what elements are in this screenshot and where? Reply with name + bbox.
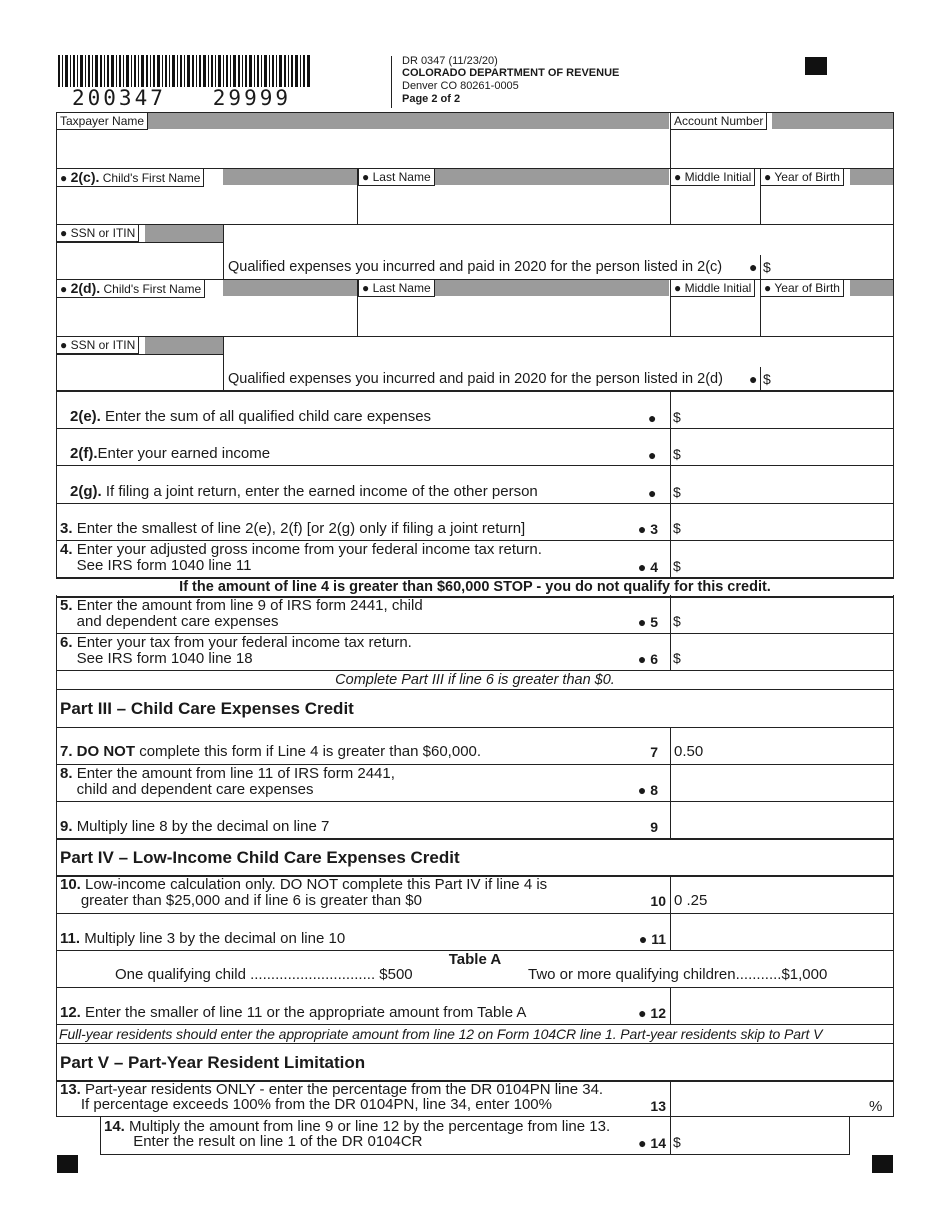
line-2e-label: 2(e). Enter the sum of all qualified child care expenses — [70, 408, 432, 425]
line-4-label: 4. Enter your adjusted gross income from your federal income tax return. See IRS form 1040 line 11 — [60, 541, 542, 574]
child-d-last-name-input[interactable] — [359, 297, 669, 335]
line-3-label: 3. Enter the smallest of line 2(e), 2(f) [or 2(g) only if filing a joint return] — [60, 520, 526, 537]
line-2f-input[interactable] — [684, 431, 892, 464]
registration-mark-top — [805, 57, 827, 75]
taxpayer-name-label: Taxpayer Name — [56, 112, 148, 130]
line-7-value: 0.50 — [674, 743, 704, 760]
line-13-input[interactable] — [672, 1083, 862, 1115]
child-d-last-name-label: ● Last Name — [358, 279, 435, 297]
line-9-label: 9. Multiply line 8 by the decimal on line 7 — [60, 818, 330, 835]
line-10-value: 0 .25 — [674, 892, 708, 909]
line-4-dollar: $ — [673, 558, 681, 574]
child-d-dollar-sign: $ — [763, 371, 771, 387]
line-6-dollar: $ — [673, 650, 681, 666]
line-13-label: 13. Part-year residents ONLY - enter the percentage from the DR 0104PN line 34. If percentage exceeds 100% from the DR 0104PN, line 34, enter 100% — [60, 1081, 604, 1113]
line-10-label: 10. Low-income calculation only. DO NOT complete this Part IV if line 4 is greater than $25,000 and if line 6 is greater than $0 — [60, 876, 548, 909]
child-c-middle-initial-input[interactable] — [672, 186, 759, 223]
part5-title: Part V – Part-Year Resident Limitation — [60, 1053, 366, 1072]
child-c-bullet: ● — [749, 259, 758, 275]
child-c-last-name-input[interactable] — [359, 186, 669, 223]
line-5-dollar: $ — [673, 613, 681, 629]
child-d-first-name-label: ● 2(d). Child's First Name — [56, 279, 205, 298]
part3-title: Part III – Child Care Expenses Credit — [60, 699, 354, 718]
line-2f-dollar: $ — [673, 446, 681, 462]
line-6-input[interactable] — [684, 636, 892, 669]
child-c-year-of-birth-input[interactable] — [762, 186, 892, 223]
account-number-input[interactable] — [672, 130, 892, 167]
line-12-input[interactable] — [672, 990, 892, 1023]
child-c-ssn-input[interactable] — [58, 244, 222, 278]
complete-part3-note: Complete Part III if line 6 is greater than $0. — [335, 672, 615, 688]
line-5-input[interactable] — [684, 599, 892, 632]
child-d-middle-initial-input[interactable] — [672, 297, 759, 335]
line-8-number: ● 8 — [637, 782, 658, 798]
line-3-number: ● 3 — [637, 521, 658, 537]
child-c-first-name-input[interactable] — [58, 186, 356, 223]
line-2g-input[interactable] — [684, 469, 892, 502]
child-d-year-of-birth-input[interactable] — [762, 297, 892, 335]
taxpayer-name-input[interactable] — [58, 130, 668, 167]
child-d-qualified-expenses-label: Qualified expenses you incurred and paid in 2020 for the person listed in 2(d) — [228, 371, 723, 387]
child-d-first-name-input[interactable] — [58, 297, 356, 335]
line-7-number: 7 — [650, 744, 658, 760]
registration-mark-bottom-right — [872, 1155, 893, 1173]
line-2e-dollar: $ — [673, 409, 681, 425]
line-6-label: 6. Enter your tax from your federal income tax return. See IRS form 1040 line 18 — [60, 634, 412, 667]
department-name: COLORADO DEPARTMENT OF REVENUE — [402, 67, 620, 79]
line-12-number: ● 12 — [638, 1005, 666, 1021]
line-7-label: 7. DO NOT complete this form if Line 4 is greater than $60,000. — [60, 743, 482, 760]
line-2g-dollar: $ — [673, 484, 681, 500]
child-d-bullet: ● — [749, 371, 758, 387]
account-number-label: Account Number — [670, 112, 767, 130]
registration-mark-bottom-left — [57, 1155, 78, 1173]
barcode-bars — [58, 55, 310, 87]
child-c-qualified-expenses-label: Qualified expenses you incurred and paid in 2020 for the person listed in 2(c) — [228, 259, 723, 275]
line-10-number: 10 — [650, 893, 666, 909]
child-d-year-of-birth-label: ● Year of Birth — [760, 279, 844, 297]
child-d-ssn-label: ● SSN or ITIN — [56, 336, 139, 354]
part4-title: Part IV – Low-Income Child Care Expenses Credit — [60, 848, 460, 867]
child-c-middle-initial-label: ● Middle Initial — [670, 168, 755, 186]
department-address: Denver CO 80261-0005 — [402, 80, 519, 92]
table-a-two-children: Two or more qualifying children...........$1,000 — [528, 966, 828, 983]
line-5-label: 5. Enter the amount from line 9 of IRS form 2441, child and dependent care expenses — [60, 597, 423, 630]
line-2f-label: 2(f).Enter your earned income — [70, 445, 271, 462]
page-number: Page 2 of 2 — [402, 93, 461, 105]
child-d-ssn-input[interactable] — [58, 356, 222, 390]
barcode-digits: 200347 29999 — [72, 86, 292, 110]
line-2f-bullet: ● — [648, 447, 657, 463]
line-2e-input[interactable] — [684, 394, 892, 427]
line-9-input[interactable] — [672, 804, 892, 837]
line-13-percent-sign: % — [869, 1098, 883, 1115]
form-id: DR 0347 (11/23/20) — [402, 55, 498, 67]
line-4-input[interactable] — [684, 543, 892, 576]
line-14-label: 14. Multiply the amount from line 9 or line 12 by the percentage from line 13. Enter the result on line 1 of the DR 0104CR — [104, 1118, 611, 1150]
full-year-residents-note: Full-year residents should enter the appropriate amount from line 12 on Form 104CR line 1. Part-year residents skip to Part V — [59, 1026, 823, 1042]
line-3-dollar: $ — [673, 520, 681, 536]
line-14-number: ● 14 — [638, 1135, 666, 1151]
table-a-title: Table A — [448, 951, 502, 968]
line-3-input[interactable] — [684, 506, 892, 539]
line-2e-bullet: ● — [648, 410, 657, 426]
line-14-dollar: $ — [673, 1134, 681, 1150]
line-13-number: 13 — [650, 1098, 666, 1114]
child-c-last-name-label: ● Last Name — [358, 168, 435, 186]
child-d-middle-initial-label: ● Middle Initial — [670, 279, 755, 297]
line-6-number: ● 6 — [637, 651, 658, 667]
child-c-first-name-label: ● 2(c). Child's First Name — [56, 168, 204, 187]
line-2g-bullet: ● — [648, 485, 657, 501]
barcode — [58, 55, 310, 87]
child-c-ssn-label: ● SSN or ITIN — [56, 224, 139, 242]
child-c-dollar-sign: $ — [763, 259, 771, 275]
table-a-one-child: One qualifying child .............................. $500 — [115, 966, 413, 983]
line-14-input[interactable] — [684, 1119, 848, 1152]
line-12-label: 12. Enter the smaller of line 11 or the appropriate amount from Table A — [60, 1004, 527, 1021]
line-9-number: 9 — [650, 819, 658, 835]
line-2g-label: 2(g). If filing a joint return, enter the earned income of the other person — [70, 483, 538, 500]
line-11-input[interactable] — [672, 916, 892, 949]
child-c-qualified-expenses-input[interactable] — [772, 255, 892, 278]
line-8-label: 8. Enter the amount from line 11 of IRS form 2441, child and dependent care expenses — [60, 765, 395, 798]
line-8-input[interactable] — [672, 767, 892, 800]
stop-notice: If the amount of line 4 is greater than $60,000 STOP - you do not qualify for this credit. — [56, 579, 894, 595]
child-d-qualified-expenses-input[interactable] — [772, 367, 892, 390]
line-4-number: ● 4 — [637, 559, 658, 575]
line-11-number: ● 11 — [638, 931, 666, 947]
line-5-number: ● 5 — [637, 614, 658, 630]
line-11-label: 11. Multiply line 3 by the decimal on line 10 — [60, 930, 346, 947]
child-c-year-of-birth-label: ● Year of Birth — [760, 168, 844, 186]
